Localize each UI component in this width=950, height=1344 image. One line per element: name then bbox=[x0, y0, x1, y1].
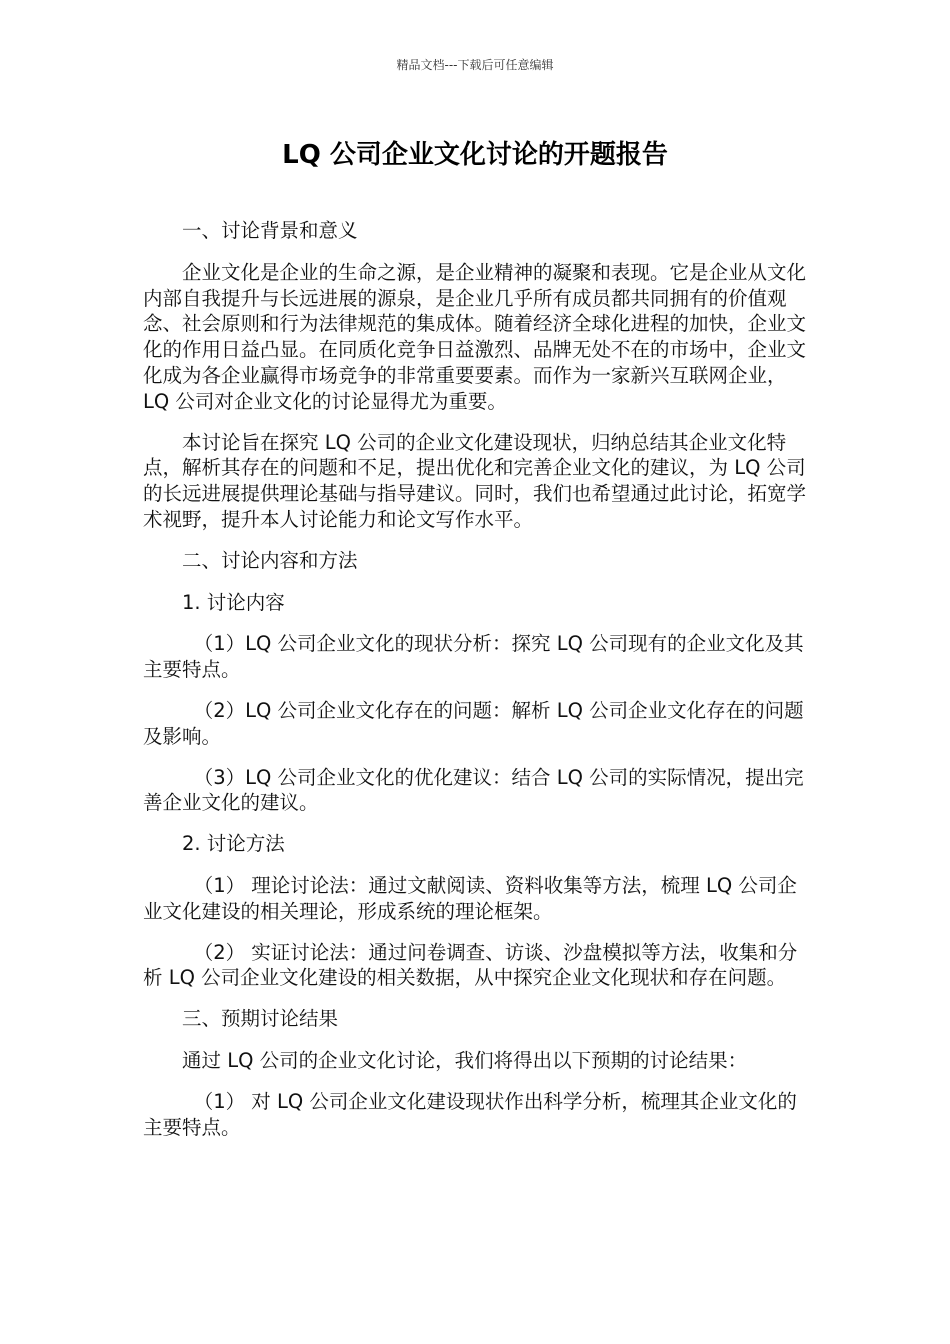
content-item-3: （3）LQ 公司企业文化的优化建议：结合 LQ 公司的实际情况，提出完善企业文化的建议。 bbox=[143, 765, 804, 815]
paragraph-background: 企业文化是企业的生命之源，是企业精神的凝聚和表现。它是企业从文化内部自我提升与长远进展的源泉，是企业几乎所有成员都共同拥有的价值观念、社会原则和行为法律规范的集成体。随着经济全球化进程的加快，企业文化的作用日益凸显。在同质化竞争日益激烈、品牌无处不在的市场中，企业文化成为各企业赢得市场竞争的非常重要要素。而作为一家新兴互联网企业，LQ 公司对企业文化的讨论显得尤为重要。 bbox=[143, 260, 807, 413]
content-item-1: （1）LQ 公司企业文化的现状分析：探究 LQ 公司现有的企业文化及其主要特点。 bbox=[143, 632, 804, 682]
content-item-2: （2）LQ 公司企业文化存在的问题：解析 LQ 公司企业文化存在的问题及影响。 bbox=[143, 698, 804, 748]
section-heading-expected-results: 三、预期讨论结果 bbox=[182, 1007, 339, 1031]
section-heading-background: 一、讨论背景和意义 bbox=[182, 219, 358, 242]
paragraph-results-intro: 通过 LQ 公司的企业文化讨论，我们将得出以下预期的讨论结果： bbox=[182, 1048, 748, 1072]
result-item-1: （1） 对 LQ 公司企业文化建设现状作出科学分析，梳理其企业文化的主要特点。 bbox=[143, 1089, 797, 1139]
document-title: LQ 公司企业文化讨论的开题报告 bbox=[282, 140, 668, 170]
subheading-method: 2. 讨论方法 bbox=[182, 832, 285, 856]
method-item-2: （2） 实证讨论法：通过问卷调查、访谈、沙盘模拟等方法，收集和分析 LQ 公司企业文化建设的相关数据，从中探究企业文化现状和存在问题。 bbox=[143, 940, 798, 990]
document-body bbox=[143, 218, 809, 1155]
paragraph-purpose: 本讨论旨在探究 LQ 公司的企业文化建设现状，归纳总结其企业文化特点，解析其存在的问题和不足，提出优化和完善企业文化的建议，为 LQ 公司的长远进展提供理论基础与指导建议。同时，我们也希望通过此讨论，拓宽学术视野，提升本人讨论能力和论文写作水平。 bbox=[143, 430, 807, 531]
method-item-1: （1） 理论讨论法：通过文献阅读、资料收集等方法，梳理 LQ 公司企业文化建设的相关理论，形成系统的理论框架。 bbox=[143, 873, 797, 923]
page-header-note: 精品文档---下载后可任意编辑 bbox=[396, 58, 554, 72]
section-heading-content-method: 二、讨论内容和方法 bbox=[182, 548, 358, 572]
subheading-content: 1. 讨论内容 bbox=[182, 590, 285, 614]
